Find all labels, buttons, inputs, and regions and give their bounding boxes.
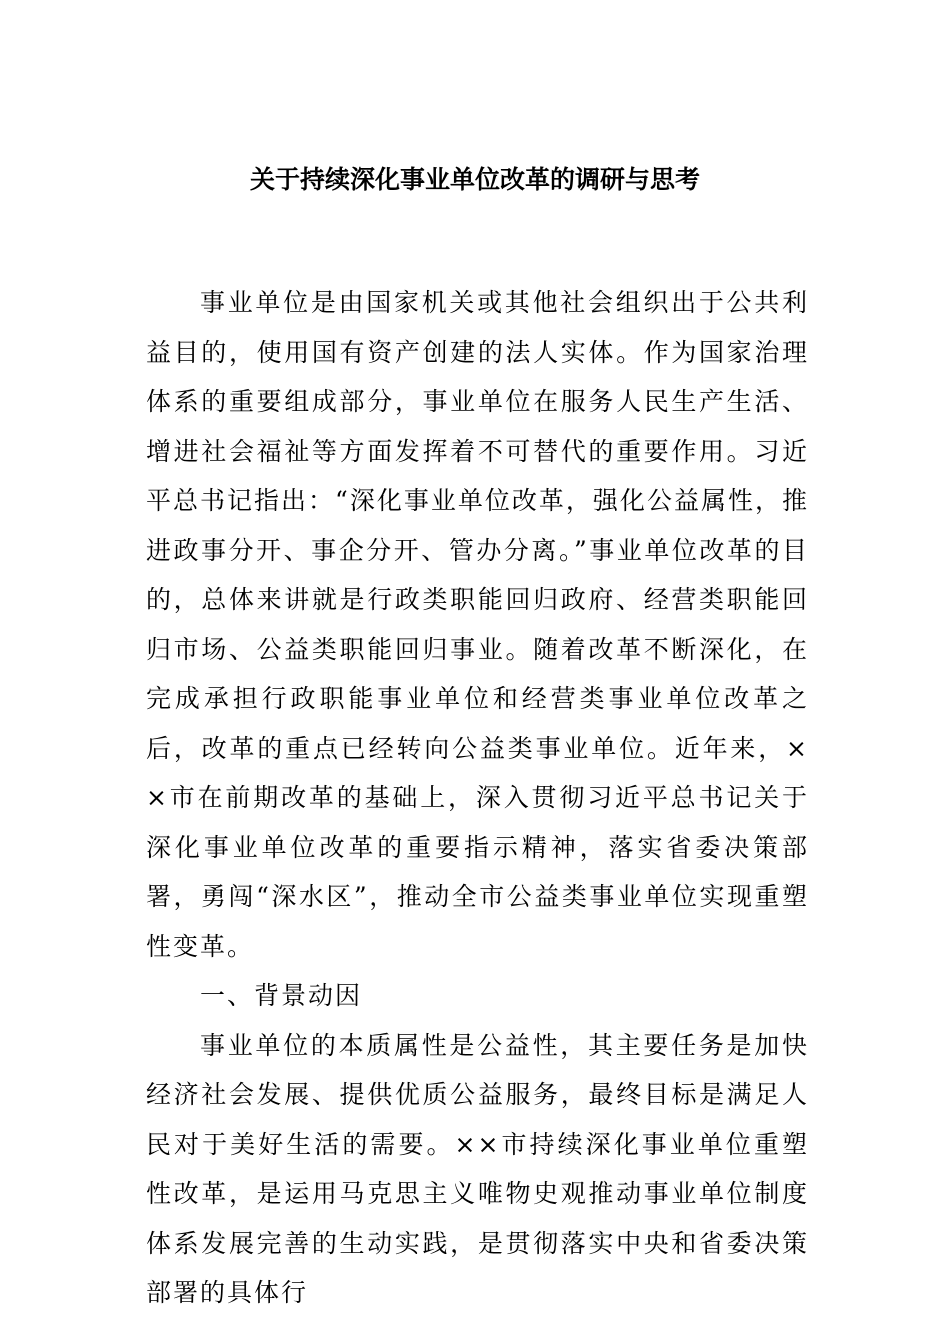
intro-paragraph: 事业单位是由国家机关或其他社会组织出于公共利益目的，使用国有资产创建的法人实体。作为国家治理体系的重要组成部分，事业单位在服务人民生产生活、增进社会福祉等方面发挥着不可替代的重要作用。习近平总书记指出：“深化事业单位改革，强化公益属性，推进政事分开、事企分开、管办分离。”事业单位改革的目的，总体来讲就是行政类职能回归政府、经营类职能回归市场、公益类职能回归事业。随着改革不断深化，在完成承担行政职能事业单位和经营类事业单位改革之后，改革的重点已经转向公益类事业单位。近年来，××市在前期改革的基础上，深入贯彻习近平总书记关于深化事业单位改革的重要指示精神，落实省委决策部署，勇闯“深水区”，推动全市公益类事业单位实现重塑性变革。 (146, 288, 809, 961)
section-paragraph: 事业单位的本质属性是公益性，其主要任务是加快经济社会发展、提供优质公益服务，最终目标是满足人民对于美好生活的需要。××市持续深化事业单位重塑性改革，是运用马克思主义唯物史观推动事业单位制度体系发展完善的生动实践，是贯彻落实中央和省委决策部署的具体行 (146, 1030, 809, 1307)
section-heading: 一、背景动因 (200, 981, 363, 1010)
document-body (146, 278, 809, 1318)
document-title: 关于持续深化事业单位改革的调研与思考 (249, 165, 700, 194)
